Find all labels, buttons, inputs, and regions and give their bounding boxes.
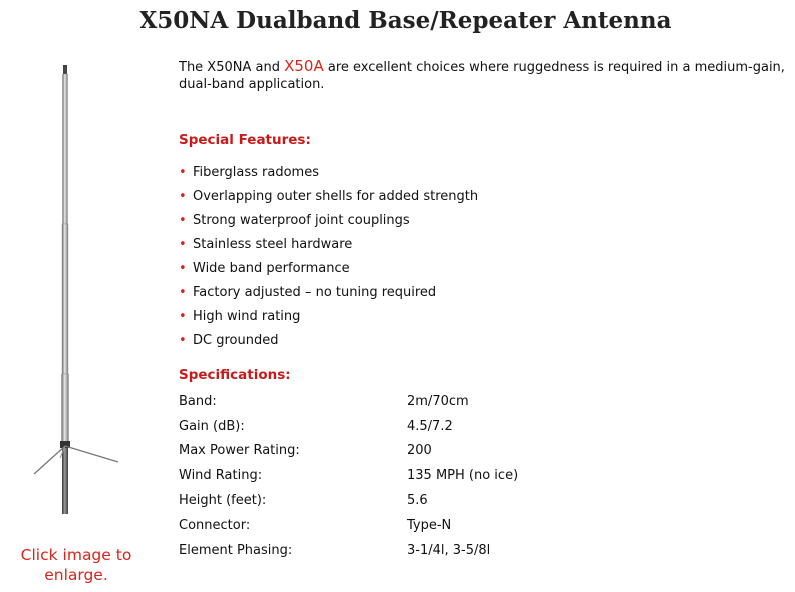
table-row: Band: 2m/70cm	[179, 393, 469, 409]
x50a-link[interactable]: X50A	[284, 57, 324, 75]
table-row: Element Phasing: 3-1/4l, 3-5/8l	[179, 542, 491, 558]
bullet-icon: •	[179, 213, 187, 228]
table-row: Gain (dB): 4.5/7.2	[179, 418, 453, 434]
bullet-icon: •	[179, 189, 187, 204]
bullet-icon: •	[179, 333, 187, 348]
bullet-icon: •	[179, 309, 187, 324]
page-title: X50NA Dualband Base/Repeater Antenna	[139, 7, 672, 34]
antenna-image[interactable]	[20, 60, 130, 520]
enlarge-caption[interactable]: Click image to enlarge.	[20, 546, 132, 584]
bullet-icon: •	[179, 285, 187, 300]
features-list	[179, 164, 478, 356]
special-features-heading: Special Features:	[179, 132, 311, 148]
feature-item: • Factory adjusted – no tuning required	[179, 285, 437, 300]
bullet-icon: •	[179, 237, 187, 252]
table-row: Wind Rating: 135 MPH (no ice)	[179, 468, 519, 484]
feature-item: • Strong waterproof joint couplings	[179, 213, 410, 228]
feature-item: • High wind rating	[179, 309, 301, 324]
bullet-icon: •	[179, 261, 187, 276]
feature-item: • Fiberglass radomes	[179, 165, 319, 180]
table-row: Height (feet): 5.6	[179, 493, 428, 509]
specifications-table	[179, 389, 518, 563]
feature-item: • DC grounded	[179, 333, 279, 348]
table-row: Connector: Type-N	[179, 517, 452, 533]
specifications-heading: Specifications:	[179, 367, 291, 383]
intro-paragraph	[179, 58, 795, 93]
intro-text-after: are excellent choices where ruggedness is required in a medium-gain, dual-band application.	[179, 60, 785, 92]
feature-item: • Stainless steel hardware	[179, 237, 353, 252]
product-description	[179, 57, 795, 558]
bullet-icon: •	[179, 165, 187, 180]
feature-item: • Overlapping outer shells for added strength	[179, 189, 479, 204]
feature-item: • Wide band performance	[179, 261, 350, 276]
intro-text-before: The X50NA and	[179, 60, 285, 75]
table-row: Max Power Rating: 200	[179, 443, 432, 459]
